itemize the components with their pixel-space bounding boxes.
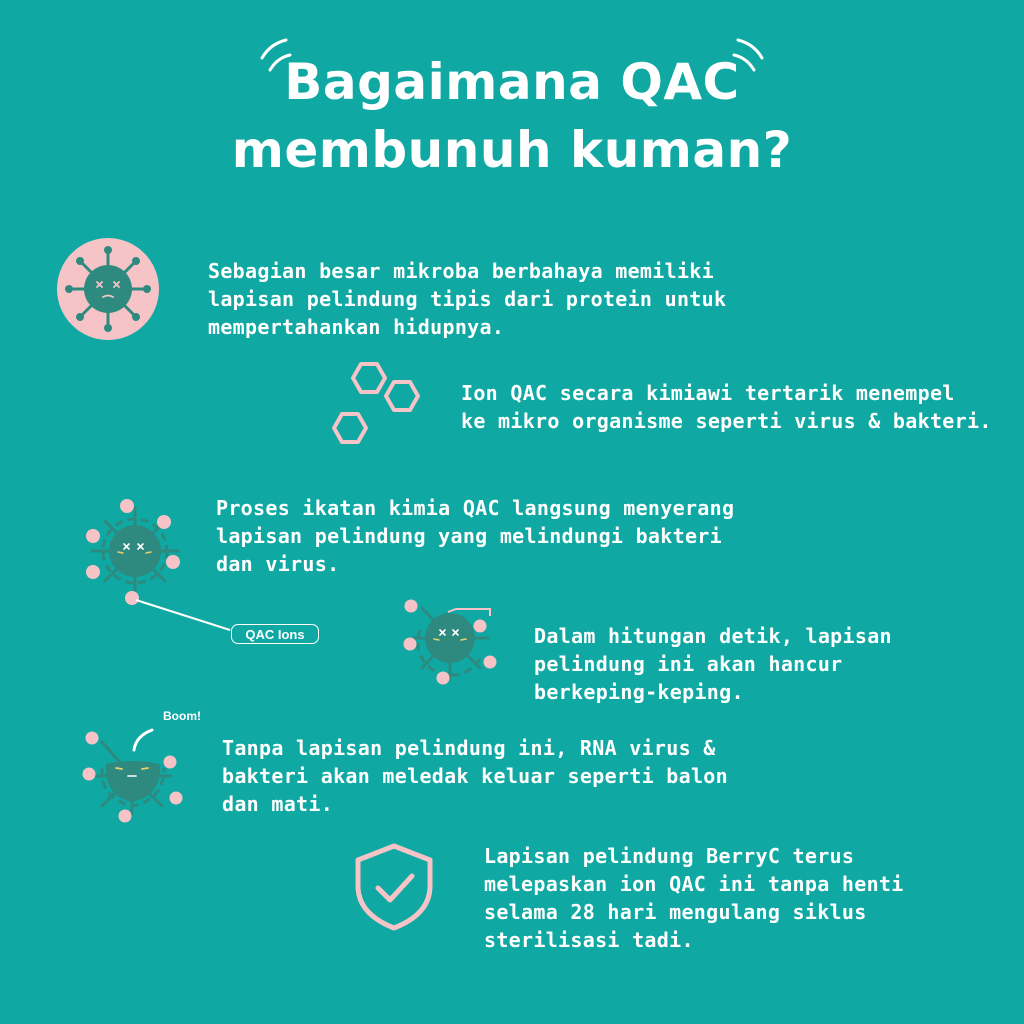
step-6-line: Lapisan pelindung BerryC terus xyxy=(484,844,855,868)
step-1-line: lapisan pelindung tipis dari protein untuk xyxy=(208,287,727,311)
title-line-2: membunuh kuman? xyxy=(231,121,793,179)
step-4-line: Dalam hitungan detik, lapisan xyxy=(534,624,892,648)
shield-check-icon xyxy=(352,842,436,932)
virus-exploding-icon xyxy=(80,718,190,828)
step-6-line: melepaskan ion QAC ini tanpa henti xyxy=(484,872,904,896)
molecule-icon xyxy=(328,358,434,450)
title-line-1: Bagaimana QAC xyxy=(284,53,740,111)
step-3-line: dan virus. xyxy=(216,552,340,576)
step-3-line: lapisan pelindung yang melindungi bakteri xyxy=(216,524,722,548)
step-2-text xyxy=(461,379,992,435)
step-2-line: Ion QAC secara kimiawi tertarik menempel xyxy=(461,381,955,405)
boom-label: Boom! xyxy=(163,709,201,723)
step-2-line: ke mikro organisme seperti virus & bakteri. xyxy=(461,409,992,433)
step-1-text xyxy=(208,257,726,341)
page-title xyxy=(0,48,1024,184)
virus-circle-icon xyxy=(56,237,160,341)
step-3-text xyxy=(216,494,734,578)
step-5-line: bakteri akan meledak keluar seperti balon xyxy=(222,764,728,788)
virus-breaking-icon xyxy=(400,590,504,690)
step-3-line: Proses ikatan kimia QAC langsung menyerang xyxy=(216,496,735,520)
step-5-line: Tanpa lapisan pelindung ini, RNA virus & xyxy=(222,736,716,760)
step-6-text xyxy=(484,842,904,954)
step-1-line: Sebagian besar mikroba berbahaya memiliki xyxy=(208,259,714,283)
qac-ions-label: QAC Ions xyxy=(231,624,319,644)
step-5-line: dan mati. xyxy=(222,792,334,816)
step-4-text xyxy=(534,622,892,706)
virus-with-ions-icon xyxy=(80,496,190,608)
step-1-line: mempertahankan hidupnya. xyxy=(208,315,505,339)
step-6-line: selama 28 hari mengulang siklus xyxy=(484,900,867,924)
step-6-line: sterilisasi tadi. xyxy=(484,928,694,952)
step-4-line: berkeping-keping. xyxy=(534,680,744,704)
step-5-text xyxy=(222,734,728,818)
step-4-line: pelindung ini akan hancur xyxy=(534,652,843,676)
